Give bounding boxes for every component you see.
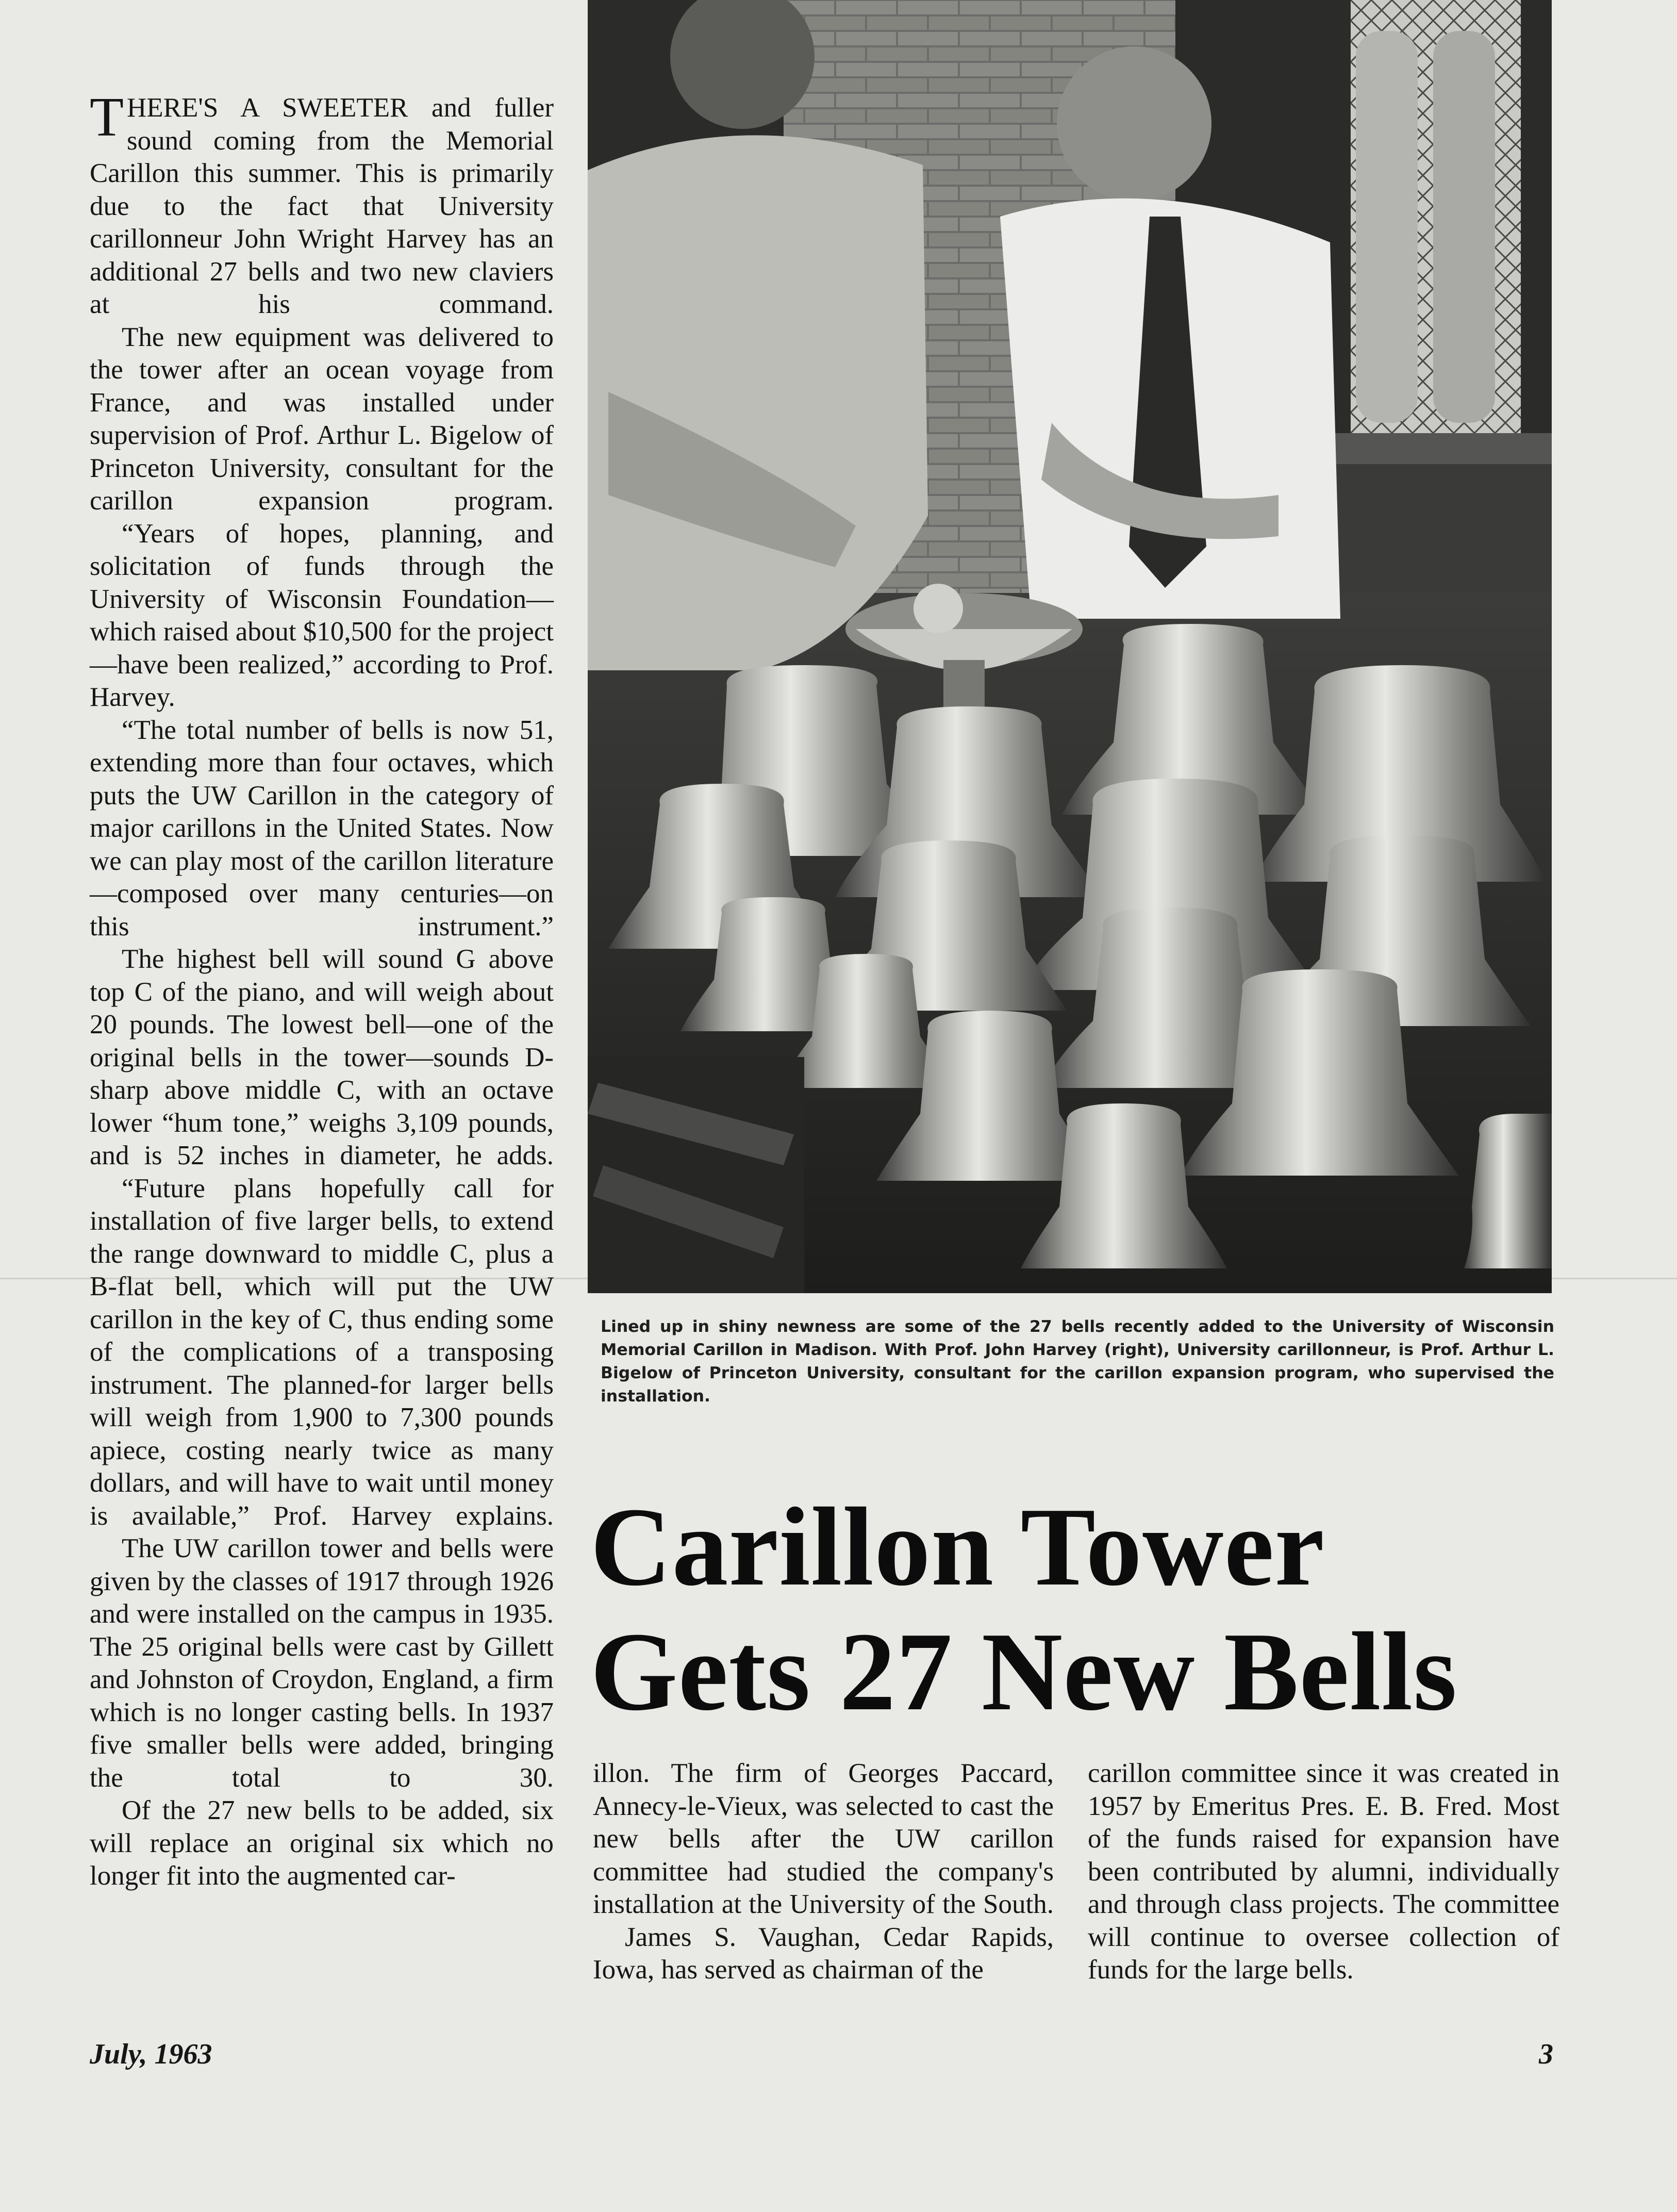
drop-cap: T — [90, 87, 124, 148]
article-paragraph: carillon committee since it was created in 1957 by Emeritus Pres. E. B. Fred. Most of the funds raised for expansion have been contributed by alumni, individually and through class projects. The committee will continue to oversee collection of funds for the large bells. — [1088, 1758, 1559, 1985]
article-right-column — [1088, 1757, 1559, 1987]
bells-photograph — [588, 0, 1552, 1293]
article-paragraph: The UW carillon tower and bells were given by the classes of 1917 through 1926 and were installed on the campus in 1935. The 25 original bells were cast by Gillett and Johnston of Croydon, England, a firm which is no longer casting bells. In 1937 five smaller bells were added, bringing the total to 30. — [90, 1533, 554, 1793]
article-paragraph: “Future plans hopefully call for installation of five larger bells, to extend the range downward to middle C, plus a B-flat bell, which will put the UW carillon in the key of C, thus ending some of the complications of a transposing instrument. The planned-for larger bells will weigh from 1,900 to 7,300 pounds apiece, costing nearly twice as many dollars, and will have to wait until money is available,” Prof. Harvey explains. — [90, 1173, 554, 1531]
article-paragraph: James S. Vaughan, Cedar Rapids, Iowa, has served as chairman of the — [593, 1922, 1054, 1985]
article-paragraph: “The total number of bells is now 51, extending more than four octaves, which puts the UW Carillon in the category of major carillons in the United States. Now we can play most of the carillon literature—composed over many centuries—on this instrument.” — [90, 715, 554, 942]
headline-line-1: Carillon Tower — [590, 1485, 1325, 1609]
headline-line-2: Gets 27 New Bells — [590, 1610, 1458, 1734]
photo-illustration — [588, 0, 1552, 1293]
article-headline — [590, 1485, 1570, 1735]
issue-date: July, 1963 — [90, 2038, 212, 2070]
article-paragraph: “Years of hopes, planning, and solicitation of funds through the University of Wisconsin Foundation—which raised about $10,500 for the project—have been realized,” according to Prof. Harvey. — [90, 518, 554, 712]
article-middle-column — [593, 1757, 1054, 1987]
article-paragraph: The new equipment was delivered to the tower after an ocean voyage from France, and was installed under supervision of Prof. Arthur L. Bigelow of Princeton University, consultant for the carillon expansion program. — [90, 322, 554, 516]
photo-caption: Lined up in shiny newness are some of the 27 bells recently added to the University of Wisconsin Memorial Carillon in Madison. With Prof. John Harvey (right), University carillonneur, is Prof. Arthur L. Bigelow of Princeton University, consultant for the carillon expansion program, who supervised the installation. — [601, 1317, 1554, 1406]
article-paragraph: THERE'S A SWEETER and fuller sound coming from the Memorial Carillon this summer. This is primarily due to the fact that University carillonneur John Wright Harvey has an additional 27 bells and two new claviers at his command. — [90, 87, 554, 319]
article-paragraph: illon. The firm of Georges Paccard, Annecy-le-Vieux, was selected to cast the new bells after the UW carillon committee had studied the company's installation at the University of the South. — [593, 1758, 1054, 1919]
page-number: 3 — [1539, 2038, 1553, 2070]
article-paragraph: The highest bell will sound G above top C of the piano, and will weigh about 20 pounds. The lowest bell—one of the original bells in the tower—sounds D-sharp above middle C, with an octave lower “hum tone,” weighs 3,109 pounds, and is 52 inches in diameter, he adds. — [90, 944, 554, 1170]
article-left-column — [90, 87, 554, 1893]
article-paragraph: Of the 27 new bells to be added, six will replace an original six which no longer fit into the augmented car- — [90, 1795, 554, 1891]
